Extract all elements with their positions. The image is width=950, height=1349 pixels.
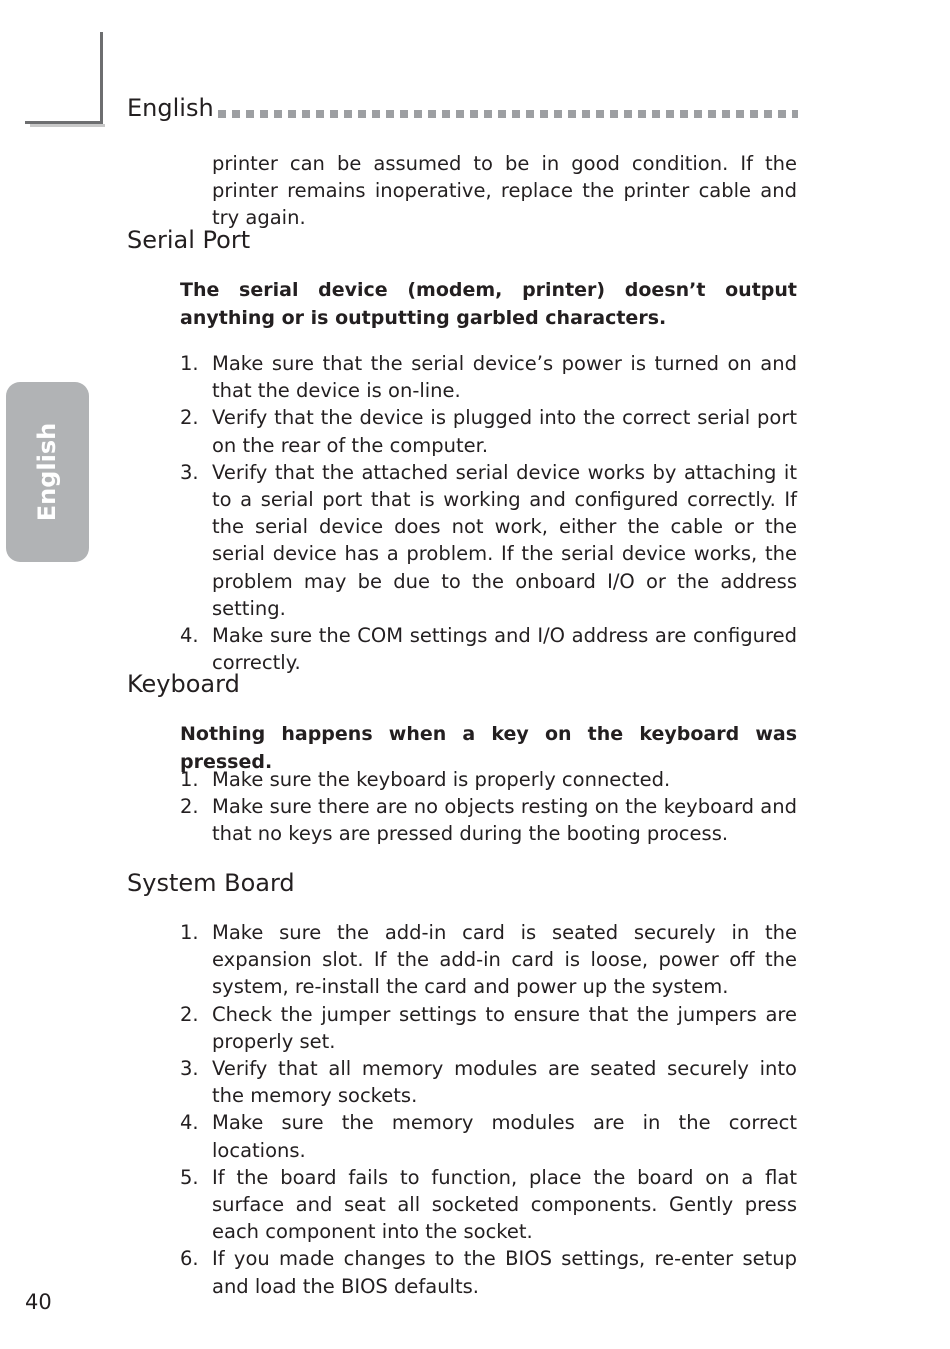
section-lead-keyboard: Nothing happens when a key on the keyboard was pressed. xyxy=(180,723,797,773)
list-item-text: Make sure the keyboard is properly connected. xyxy=(212,768,671,791)
corner-mark-shadow xyxy=(30,124,105,127)
list-item-text: If the board fails to function, place the board on a flat surface and seat all socketed components. Gently press each component into the socket. xyxy=(212,1165,797,1244)
list-item-text: Make sure the memory modules are in the correct locations. xyxy=(212,1111,797,1162)
list-item-number: 1. xyxy=(180,921,199,944)
list-item-number: 6. xyxy=(180,1247,199,1271)
list-item-number: 2. xyxy=(180,795,199,819)
list-item-text: Make sure the add-in card is seated securely in the expansion slot. If the add-in card is loose, power off the system, re-install the card and power up the system. xyxy=(212,921,797,999)
list-item-text: Make sure there are no objects resting on the keyboard and that no keys are pressed during the booting process. xyxy=(212,795,797,846)
list-item xyxy=(180,622,797,676)
list-item-text: If you made changes to the BIOS settings, re-enter setup and load the BIOS defaults. xyxy=(212,1247,797,1298)
list-item-number: 5. xyxy=(180,1165,199,1189)
page-number: 40 xyxy=(25,1290,52,1314)
list-item-text: Verify that all memory modules are seated securely into the memory sockets. xyxy=(212,1057,797,1108)
intro-paragraph: printer can be assumed to be in good condition. If the printer remains inoperative, replace the printer cable and try again. xyxy=(212,152,797,230)
list-item-number: 1. xyxy=(180,768,199,791)
section-lead-serial-port: The serial device (modem, printer) doesn’t output anything or is outputting garbled characters. xyxy=(180,279,797,329)
section-list-serial-port xyxy=(180,350,797,676)
section-list-keyboard xyxy=(180,766,797,848)
section-list-system-board xyxy=(180,919,797,1300)
list-item-number: 3. xyxy=(180,460,199,484)
list-item-text: Verify that the device is plugged into the correct serial port on the rear of the computer. xyxy=(212,406,797,457)
list-item xyxy=(180,793,797,847)
list-item-text: Make sure that the serial device’s power is turned on and that the device is on-line. xyxy=(212,352,797,403)
list-item xyxy=(180,1164,797,1246)
list-item-text: Check the jumper settings to ensure that the jumpers are properly set. xyxy=(212,1002,797,1053)
section-heading-serial-port: Serial Port xyxy=(127,226,251,254)
list-item-number: 2. xyxy=(180,406,199,430)
list-item-text: Make sure the COM settings and I/O address are configured correctly. xyxy=(212,624,797,675)
corner-mark-vertical xyxy=(100,32,103,124)
list-item xyxy=(180,350,797,404)
section-heading-system-board: System Board xyxy=(127,869,295,897)
list-item-number: 1. xyxy=(180,352,199,375)
list-item-number: 2. xyxy=(180,1002,199,1026)
language-side-tab-label: English xyxy=(33,422,61,522)
section-heading-keyboard: Keyboard xyxy=(127,670,240,698)
list-item-number: 4. xyxy=(180,624,199,648)
running-header-title: English xyxy=(127,94,214,122)
list-item xyxy=(180,1109,797,1163)
list-item xyxy=(180,459,797,622)
list-item-number: 3. xyxy=(180,1057,199,1081)
header-dot-leader xyxy=(218,110,798,118)
list-item xyxy=(180,766,797,793)
list-item xyxy=(180,1245,797,1299)
list-item-number: 4. xyxy=(180,1111,199,1135)
list-item xyxy=(180,404,797,458)
list-item-text: Verify that the attached serial device works by attaching it to a serial port that is working and configured correctly. If the serial device does not work, either the cable or the serial device has a problem. If the serial device works, the problem may be due to the onboard I/O or the address setting. xyxy=(212,460,797,620)
list-item xyxy=(180,919,797,1001)
list-item xyxy=(180,1055,797,1109)
list-item xyxy=(180,1001,797,1055)
